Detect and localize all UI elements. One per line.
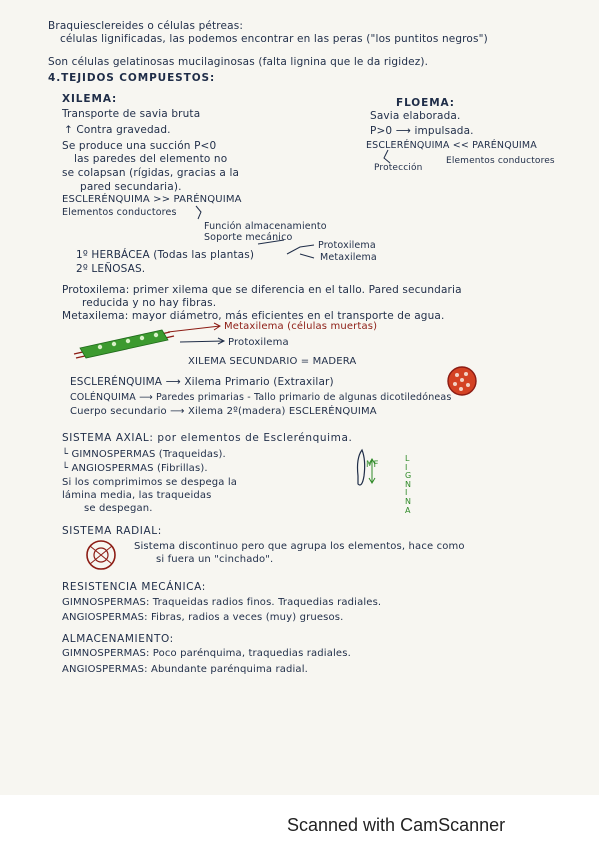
esclerenquima-line: ESCLERÉNQUIMA ⟶ Xilema Primario (Extraxilar) bbox=[70, 376, 334, 388]
camscanner-footer: Scanned with CamScanner bbox=[287, 815, 506, 835]
diagram-label-protoxilema: Protoxilema bbox=[228, 337, 289, 348]
xilema-lenosas: 2º LEÑOSAS. bbox=[76, 263, 146, 275]
xilema-soporte-mecanico: Soporte mecánico bbox=[204, 232, 293, 243]
sistema-axial-line-5: se despegan. bbox=[84, 503, 153, 514]
xilema-line-6: pared secundaria). bbox=[80, 181, 182, 193]
colenquima-line: COLÉNQUIMA ⟶ Paredes primarias - Tallo primario de algunas dicotiledóneas bbox=[70, 392, 452, 403]
protoxilema-def-1: Protoxilema: primer xilema que se diferencia en el tallo. Pared secundaria bbox=[62, 284, 462, 296]
lignina-letter: I bbox=[405, 462, 408, 472]
xilema-funcion-arrow bbox=[196, 206, 201, 219]
xilema-line-3: Se produce una succión P<0 bbox=[62, 140, 217, 152]
lignina-letter: I bbox=[405, 488, 408, 498]
resistencia-angiospermas: ANGIOSPERMAS: Fibras, radios a veces (muy) gruesos. bbox=[62, 612, 344, 623]
sistema-axial-angiospermas: └ ANGIOSPERMAS (Fibrillas). bbox=[62, 463, 208, 474]
floema-line-3: ESCLERÉNQUIMA << PARÉNQUIMA bbox=[366, 140, 537, 151]
xilema-herbacea: 1º HERBÁCEA (Todas las plantas) bbox=[76, 249, 255, 261]
sistema-axial-gimnospermas: └ GIMNOSPERMAS (Traqueidas). bbox=[62, 449, 226, 460]
xylem-vessel-drawing bbox=[70, 326, 180, 360]
lignina-letter: N bbox=[405, 496, 412, 506]
esclerenquima-cell-drawing bbox=[446, 365, 478, 397]
xilema-secundario: XILEMA SECUNDARIO = MADERA bbox=[188, 356, 357, 367]
metaxilema-def: Metaxilema: mayor diámetro, más eficientes en el transporte de agua. bbox=[62, 310, 445, 322]
resistencia-gimnospermas: GIMNOSPERMAS: Traqueidas radios finos. Traquedias radiales. bbox=[62, 597, 382, 608]
heading-tejidos-compuestos: 4.TEJIDOS COMPUESTOS: bbox=[48, 72, 216, 84]
xilema-line-8: Elementos conductores bbox=[62, 207, 177, 218]
line-celulas-gelatinosas: Son células gelatinosas mucilaginosas (falta lignina que le da rigidez). bbox=[48, 56, 429, 68]
sistema-axial-line-3: Si los comprimimos se despega la bbox=[62, 477, 238, 488]
diagram-label-metaxilema: Metaxilema (células muertas) bbox=[224, 321, 378, 332]
almacenamiento-heading: ALMACENAMIENTO: bbox=[62, 633, 174, 645]
xilema-funcion-almacenamiento: Función almacenamiento bbox=[204, 221, 327, 232]
line-celulas-lignificadas: células lignificadas, las podemos encontrar en las peras ("los puntitos negros") bbox=[60, 33, 488, 45]
floema-proteccion: Protección bbox=[374, 163, 423, 173]
heading-xilema: XILEMA: bbox=[62, 93, 118, 105]
floema-line-2: P>0 ⟶ impulsada. bbox=[370, 125, 474, 137]
lignina-letter: G bbox=[405, 471, 412, 481]
xilema-soporte-arrow bbox=[258, 240, 284, 244]
herbacea-branch-arrow bbox=[287, 245, 314, 258]
sistema-radial-line-1: Sistema discontinuo pero que agrupa los elementos, hace como bbox=[134, 541, 465, 552]
lignina-letter: L bbox=[405, 454, 410, 463]
floema-proteccion-arrow bbox=[384, 150, 390, 163]
protoxilema-label-arrow bbox=[180, 338, 224, 344]
label-metaxilema: Metaxilema bbox=[320, 252, 377, 263]
radial-system-drawing bbox=[84, 538, 118, 572]
label-protoxilema: Protoxilema bbox=[318, 240, 376, 251]
xilema-line-2: ↑ Contra gravedad. bbox=[64, 124, 171, 136]
lignina-letter: N bbox=[405, 479, 412, 489]
sistema-axial-line-4: lámina media, las traqueidas bbox=[62, 490, 212, 501]
line-braquiesclereides: Braquiesclereides o células pétreas: bbox=[48, 20, 244, 32]
sistema-radial-line-2: si fuera un "cinchado". bbox=[156, 554, 274, 565]
lignina-letter: A bbox=[405, 505, 411, 515]
floema-elementos-conductores: Elementos conductores bbox=[446, 156, 555, 166]
xilema-line-5: se colapsan (rígidas, gracias a la bbox=[62, 167, 240, 179]
xilema-line-7: ESCLERÉNQUIMA >> PARÉNQUIMA bbox=[62, 194, 242, 205]
almacenamiento-angiospermas: ANGIOSPERMAS: Abundante parénquima radial. bbox=[62, 664, 308, 675]
xilema-line-4: las paredes del elemento no bbox=[74, 153, 228, 165]
label-mf: MF bbox=[366, 460, 379, 470]
sistema-axial-heading: SISTEMA AXIAL: por elementos de Esclerénquima. bbox=[62, 432, 353, 444]
protoxilema-def-2: reducida y no hay fibras. bbox=[82, 297, 217, 309]
sistema-radial-heading: SISTEMA RADIAL: bbox=[62, 525, 162, 537]
almacenamiento-gimnospermas: GIMNOSPERMAS: Poco parénquima, traquedias radiales. bbox=[62, 648, 351, 659]
axial-fiber-drawing bbox=[352, 446, 392, 512]
heading-floema: FLOEMA: bbox=[396, 97, 455, 109]
xilema-line-1: Transporte de savia bruta bbox=[62, 108, 201, 120]
cuerpo-secundario-line: Cuerpo secundario ⟶ Xilema 2º(madera) ESCLERÉNQUIMA bbox=[70, 406, 377, 417]
floema-line-1: Savia elaborada. bbox=[370, 110, 461, 122]
resistencia-mecanica-heading: RESISTENCIA MECÁNICA: bbox=[62, 581, 206, 593]
